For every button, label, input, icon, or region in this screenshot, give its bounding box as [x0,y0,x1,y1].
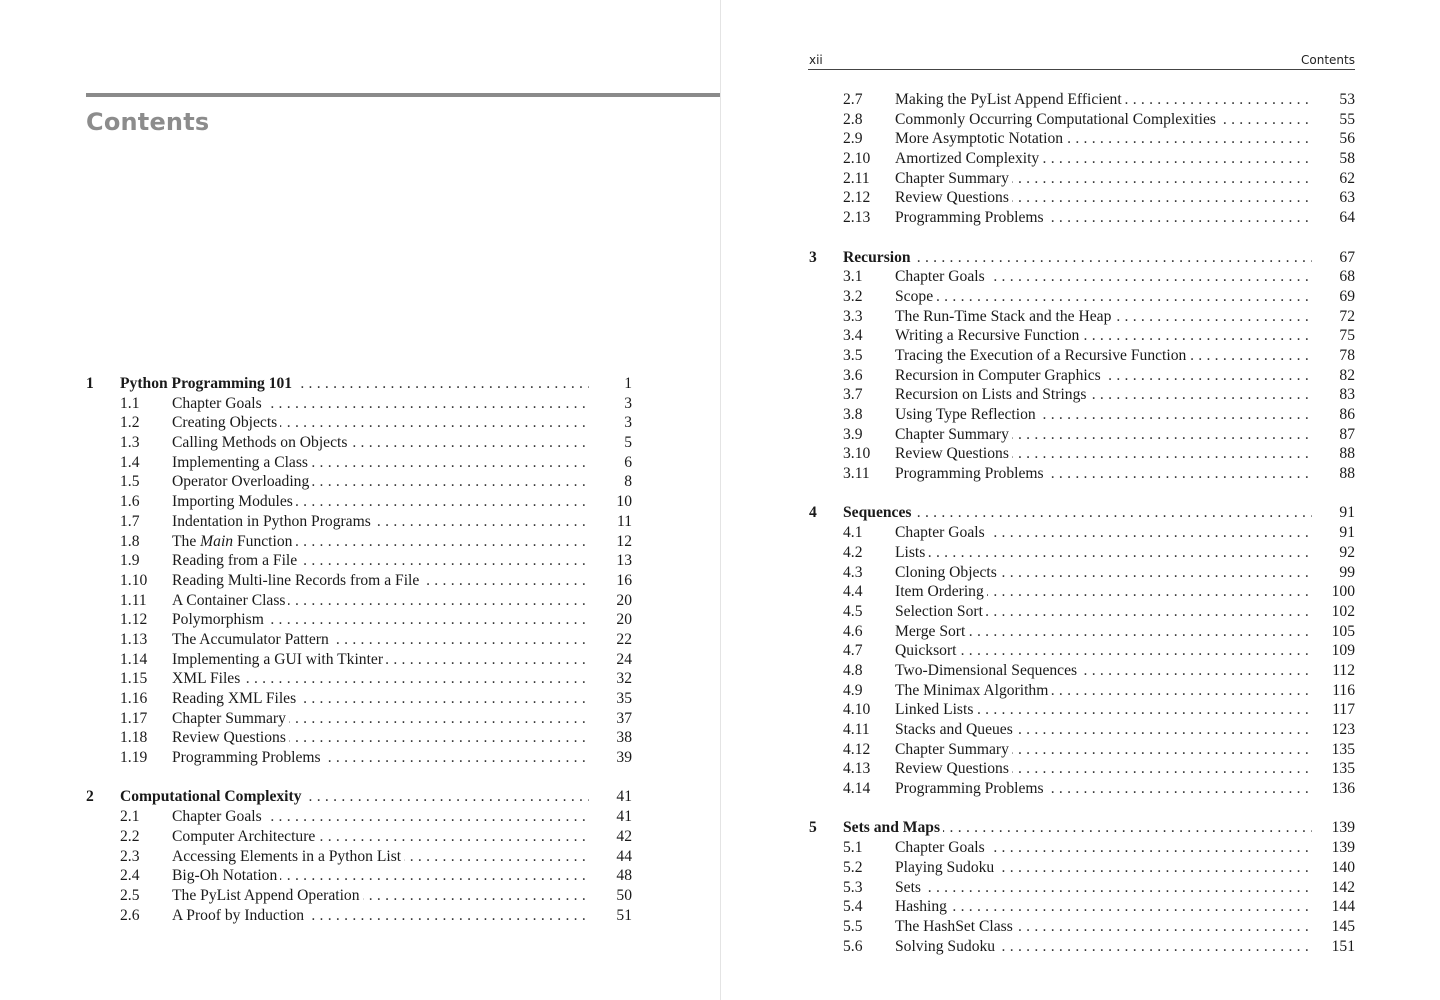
toc-entry-title: The PyList Append Operation . . . [172,886,589,906]
toc-entry-number: 1.2 [120,414,140,432]
toc-entry-page: 123 [1331,721,1355,738]
toc-entry-number: 4.11 [843,721,870,738]
toc-section-entry[interactable] [809,385,1355,405]
toc-entry-title: Programming Problems . . . [895,779,1312,799]
toc-entry-number: 1.4 [120,453,140,471]
toc-entry-page: 3 [624,414,632,432]
toc-entry-number: 3.1 [843,268,863,286]
toc-entry-page: 91 [1339,524,1355,542]
toc-entry-page: 78 [1339,346,1355,364]
toc-entry-number: 4.13 [843,760,871,778]
toc-section-entry[interactable] [809,169,1355,189]
toc-entry-title: Chapter Goals . . . [895,267,1312,287]
toc-entry-title: Reading from a File . . . [172,551,589,571]
toc-entry-title: Merge Sort . . . [895,622,1312,642]
toc-section-entry[interactable] [809,641,1355,661]
toc-entry-title: Chapter Summary . . . [895,169,1312,189]
toc-entry-number: 5 [809,819,817,837]
toc-entry-number: 4.10 [843,701,871,719]
toc-chapter-entry[interactable] [809,503,1355,523]
toc-section-entry[interactable] [809,523,1355,543]
header-page-number: xii [809,53,823,67]
toc-entry-page: 99 [1339,563,1355,581]
toc-section-entry[interactable] [809,838,1355,858]
toc-entry-number: 2.13 [843,209,871,227]
toc-section-entry[interactable] [809,759,1355,779]
toc-entry-number: 1 [86,375,94,392]
toc-entry-page: 63 [1339,189,1355,207]
toc-entry-number: 1.13 [120,630,148,648]
toc-entry-title: More Asymptotic Notation . . . [895,129,1312,149]
toc-entry-page: 72 [1339,307,1355,325]
toc-entry-title: Sequences . . . [843,503,1312,523]
toc-entry-page: 88 [1339,445,1355,463]
toc-section-entry[interactable] [809,149,1355,169]
toc-entry-title: Recursion . . . [843,248,1312,268]
toc-list-left [86,374,632,925]
toc-entry-title: Operator Overloading . . . [172,472,589,492]
toc-section-entry[interactable] [809,602,1355,622]
toc-entry-number: 2.2 [120,827,140,845]
toc-section-entry[interactable] [809,425,1355,445]
toc-section-entry[interactable] [809,858,1355,878]
toc-entry-page: 20 [616,611,632,629]
toc-entry-number: 4.4 [843,583,863,601]
toc-section-entry[interactable] [809,543,1355,563]
toc-entry-page: 50 [616,886,632,904]
toc-entry-title: Playing Sudoku . . . [895,858,1312,878]
toc-entry-number: 3.10 [843,445,871,463]
toc-entry-title: Review Questions . . . [895,759,1312,779]
toc-entry-page: 48 [616,867,632,885]
toc-entry-title-part: The [172,532,201,550]
toc-entry-page: 1 [624,375,632,392]
toc-entry-number: 2.10 [843,150,871,168]
toc-entry-number: 1.11 [120,591,147,609]
toc-entry-page: 144 [1331,898,1355,916]
toc-entry-number: 2.3 [120,847,140,865]
toc-entry-title: Recursion on Lists and Strings . . . [895,385,1312,405]
toc-entry-page: 102 [1331,602,1355,620]
toc-entry-number: 5.3 [843,878,863,896]
toc-entry-title: Reading XML Files . . . [172,689,589,709]
toc-entry-number: 1.5 [120,473,140,491]
toc-entry-title: Hashing . . . [895,897,1312,917]
toc-section-entry[interactable] [86,886,632,906]
toc-entry-page: 87 [1339,425,1355,443]
toc-section-entry[interactable] [809,720,1355,740]
toc-chapter-entry[interactable] [86,374,632,394]
toc-entry-page: 56 [1339,130,1355,148]
toc-entry-page: 117 [1332,701,1355,719]
toc-entry-number: 3.2 [843,287,863,305]
toc-section-entry[interactable] [809,90,1355,110]
toc-entry-number: 1.17 [120,709,148,727]
toc-entry-page: 53 [1339,91,1355,108]
toc-entry-page: 41 [616,808,632,826]
toc-entry-number: 2.1 [120,808,140,826]
toc-entry-title: Accessing Elements in a Python List . . . [172,847,589,867]
toc-entry-title: Python Programming 101 . . . [120,374,589,394]
toc-section-entry[interactable] [86,847,632,867]
toc-entry-number: 2.8 [843,110,863,128]
toc-entry-number: 1.9 [120,552,140,570]
toc-entry-title: Importing Modules . . . [172,492,589,512]
toc-section-entry[interactable] [86,748,632,768]
toc-entry-title: Using Type Reflection . . . [895,405,1312,425]
toc-entry-number: 3.8 [843,406,863,423]
toc-entry-page: 24 [616,650,632,668]
toc-entry-number: 3.11 [843,465,870,483]
toc-section-entry[interactable] [809,582,1355,602]
toc-spacer [809,228,1355,248]
toc-entry-title-emphasis: Main [200,532,234,550]
toc-list-right [809,90,1355,956]
toc-entry-page: 135 [1331,760,1355,778]
toc-entry-page: 5 [624,434,632,452]
toc-entry-number: 1.3 [120,434,140,452]
toc-entry-number: 2.12 [843,189,871,207]
toc-entry-title: Linked Lists . . . [895,700,1312,720]
toc-entry-page: 109 [1331,642,1355,660]
right-page [722,0,1440,1000]
toc-entry-page: 139 [1331,819,1355,837]
toc-entry-title: The Accumulator Pattern . . . [172,630,589,650]
header-title: Contents [1301,53,1355,67]
toc-entry-title: Tracing the Execution of a Recursive Function . . . [895,346,1312,366]
toc-entry-title: Creating Objects . . . [172,413,589,433]
toc-entry-page: 44 [616,847,632,865]
toc-entry-number: 4.3 [843,563,863,581]
toc-entry-number: 4.9 [843,681,863,699]
toc-entry-page: 82 [1339,366,1355,384]
toc-entry-title: Implementing a Class . . . [172,453,589,473]
toc-section-entry[interactable] [809,267,1355,287]
toc-entry-page: 88 [1339,465,1355,483]
toc-entry-number: 1.15 [120,670,148,688]
toc-entry-page: 112 [1332,661,1355,679]
running-header [808,52,1355,70]
toc-entry-number: 3 [809,248,817,266]
toc-entry-page: 139 [1331,839,1355,857]
toc-entry-title: Making the PyList Append Efficient . . . [895,90,1312,110]
toc-section-entry[interactable] [86,394,632,414]
toc-section-entry[interactable] [86,827,632,847]
toc-entry-title: A Proof by Induction . . . [172,906,589,926]
toc-section-entry[interactable] [809,405,1355,425]
toc-section-entry[interactable] [809,346,1355,366]
toc-entry-title: Computational Complexity . . . [120,787,589,807]
toc-section-entry[interactable] [809,444,1355,464]
toc-entry-title: Review Questions . . . [172,728,589,748]
toc-section-entry[interactable] [809,129,1355,149]
toc-section-entry[interactable] [809,917,1355,937]
toc-entry-page: 91 [1339,504,1355,522]
toc-section-entry[interactable] [809,110,1355,130]
toc-entry-page: 41 [616,788,632,806]
toc-entry-number: 2.5 [120,886,140,904]
toc-entry-number: 3.7 [843,386,863,404]
toc-entry-title: Recursion in Computer Graphics . . . [895,366,1312,386]
toc-spacer [809,799,1355,819]
toc-entry-title: Programming Problems . . . [172,748,589,768]
toc-chapter-entry[interactable] [86,787,632,807]
toc-entry-title: Sets and Maps . . . [843,818,1312,838]
toc-section-entry[interactable] [809,326,1355,346]
toc-section-entry[interactable] [809,208,1355,228]
toc-entry-page: 37 [616,709,632,727]
toc-section-entry[interactable] [86,413,632,433]
toc-entry-title: Lists . . . [895,543,1312,563]
toc-entry-page: 58 [1339,150,1355,168]
toc-entry-title: Computer Architecture . . . [172,827,589,847]
toc-entry-number: 4.5 [843,602,863,620]
toc-entry-page: 92 [1339,543,1355,561]
toc-entry-number: 1.14 [120,650,148,668]
toc-section-entry[interactable] [809,779,1355,799]
toc-entry-title: XML Files . . . [172,669,589,689]
toc-entry-number: 2.9 [843,130,863,148]
toc-entry-title [172,532,589,552]
toc-entry-title: Commonly Occurring Computational Complexities . . . [895,110,1312,130]
toc-entry-number: 1.18 [120,729,148,747]
toc-section-entry[interactable] [86,650,632,670]
toc-spacer [809,484,1355,504]
toc-entry-number: 3.3 [843,307,863,325]
toc-entry-page: 105 [1331,622,1355,640]
toc-entry-number: 1.12 [120,611,148,629]
toc-entry-page: 3 [624,394,632,412]
toc-section-entry[interactable] [86,472,632,492]
toc-section-entry[interactable] [86,512,632,532]
toc-section-entry[interactable] [86,906,632,926]
toc-entry-number: 1.8 [120,532,140,550]
toc-section-entry[interactable] [809,740,1355,760]
toc-entry-page: 83 [1339,386,1355,404]
toc-section-entry[interactable] [86,571,632,591]
toc-entry-title: Programming Problems . . . [895,208,1312,228]
toc-entry-page: 10 [616,493,632,511]
toc-entry-page: 75 [1339,327,1355,345]
toc-entry-number: 4.7 [843,642,863,660]
toc-entry-page: 136 [1331,780,1355,798]
toc-entry-title: Polymorphism . . . [172,610,589,630]
toc-section-entry[interactable] [809,563,1355,583]
toc-entry-number: 5.4 [843,898,863,916]
page-gutter [720,0,721,1000]
toc-entry-page: 8 [624,473,632,491]
toc-entry-title: The HashSet Class . . . [895,917,1312,937]
toc-section-entry[interactable] [86,551,632,571]
toc-section-entry[interactable] [86,630,632,650]
toc-entry-title: Quicksort . . . [895,641,1312,661]
toc-entry-title: Cloning Objects . . . [895,563,1312,583]
toc-entry-page: 116 [1332,681,1355,699]
toc-section-entry[interactable] [809,878,1355,898]
toc-entry-page: 51 [616,906,632,924]
toc-entry-title: Amortized Complexity . . . [895,149,1312,169]
toc-entry-title: Calling Methods on Objects . . . [172,433,589,453]
toc-section-entry[interactable] [86,610,632,630]
toc-entry-page: 67 [1339,248,1355,266]
toc-entry-title: Programming Problems . . . [895,464,1312,484]
toc-entry-number: 5.2 [843,858,863,876]
toc-entry-title: The Run-Time Stack and the Heap . . . [895,307,1312,327]
toc-section-entry[interactable] [86,433,632,453]
toc-entry-page: 22 [616,630,632,648]
toc-section-entry[interactable] [86,728,632,748]
toc-entry-page: 12 [616,532,632,550]
toc-entry-title: Chapter Summary . . . [895,425,1312,445]
toc-section-entry[interactable] [809,287,1355,307]
toc-entry-number: 2.11 [843,169,870,187]
toc-entry-page: 64 [1339,209,1355,227]
toc-entry-title: Review Questions . . . [895,444,1312,464]
page-title: Contents [86,108,210,136]
toc-entry-page: 32 [616,670,632,688]
toc-entry-number: 4.14 [843,780,871,798]
toc-entry-title-part: Function [233,532,293,550]
toc-section-entry[interactable] [86,807,632,827]
toc-entry-page: 135 [1331,740,1355,758]
toc-entry-page: 42 [616,827,632,845]
toc-section-entry[interactable] [86,453,632,473]
toc-entry-title: Indentation in Python Programs . . . [172,512,589,532]
toc-entry-page: 38 [616,729,632,747]
toc-section-entry[interactable] [809,366,1355,386]
toc-entry-number: 4.6 [843,622,863,640]
toc-section-entry[interactable] [86,709,632,729]
toc-entry-page: 35 [616,690,632,707]
toc-entry-number: 2.7 [843,91,863,108]
toc-entry-page: 68 [1339,268,1355,286]
toc-section-entry[interactable] [809,622,1355,642]
toc-entry-number: 3.5 [843,346,863,364]
toc-entry-number: 2.4 [120,867,140,885]
toc-entry-number: 3.4 [843,327,863,345]
toc-entry-number: 1.1 [120,394,140,412]
toc-section-entry[interactable] [809,307,1355,327]
toc-entry-number: 4 [809,504,817,522]
toc-entry-number: 5.6 [843,937,863,955]
toc-entry-number: 2.6 [120,906,140,924]
toc-chapter-entry[interactable] [809,248,1355,268]
toc-entry-title: Selection Sort . . . [895,602,1312,622]
toc-entry-title: A Container Class . . . [172,591,589,611]
toc-entry-page: 55 [1339,110,1355,128]
toc-entry-number: 1.16 [120,690,148,707]
toc-entry-title: Reading Multi-line Records from a File . . . [172,571,589,591]
toc-entry-title: Chapter Goals . . . [895,838,1312,858]
toc-entry-page: 20 [616,591,632,609]
toc-entry-title: Item Ordering . . . [895,582,1312,602]
toc-entry-number: 5.5 [843,917,863,935]
toc-entry-number: 1.19 [120,749,148,767]
toc-section-entry[interactable] [809,188,1355,208]
toc-entry-page: 16 [616,571,632,589]
toc-section-entry[interactable] [809,661,1355,681]
toc-chapter-entry[interactable] [809,818,1355,838]
toc-entry-page: 13 [616,552,632,570]
toc-entry-title: Scope . . . [895,287,1312,307]
toc-entry-title: Chapter Goals . . . [172,807,589,827]
toc-entry-page: 69 [1339,287,1355,305]
toc-entry-title: Chapter Summary . . . [895,740,1312,760]
toc-entry-page: 62 [1339,169,1355,187]
toc-section-entry[interactable] [86,866,632,886]
toc-entry-title: Two-Dimensional Sequences . . . [895,661,1312,681]
toc-entry-page: 39 [616,749,632,767]
toc-entry-page: 142 [1331,878,1355,896]
toc-section-entry[interactable] [86,689,632,709]
toc-entry-page: 100 [1331,583,1355,601]
toc-entry-number: 4.12 [843,740,871,758]
toc-entry-number: 2 [86,788,94,806]
toc-entry-page: 6 [624,453,632,471]
toc-entry-number: 1.6 [120,493,140,511]
toc-section-entry[interactable] [86,532,632,552]
toc-section-entry[interactable] [809,464,1355,484]
toc-section-entry[interactable] [86,591,632,611]
title-rule [86,93,720,97]
toc-entry-title: Writing a Recursive Function . . . [895,326,1312,346]
toc-entry-title: Chapter Goals . . . [895,523,1312,543]
toc-entry-number: 1.10 [120,571,148,589]
toc-entry-number: 4.8 [843,661,863,679]
toc-section-entry[interactable] [809,897,1355,917]
toc-section-entry[interactable] [86,492,632,512]
toc-section-entry[interactable] [809,681,1355,701]
toc-entry-number: 3.9 [843,425,863,443]
toc-section-entry[interactable] [809,937,1355,957]
toc-entry-title: Chapter Goals . . . [172,394,589,414]
toc-entry-title: Stacks and Queues . . . [895,720,1312,740]
toc-entry-title: Solving Sudoku . . . [895,937,1312,957]
toc-section-entry[interactable] [86,669,632,689]
toc-entry-title: Chapter Summary . . . [172,709,589,729]
toc-section-entry[interactable] [809,700,1355,720]
toc-entry-number: 3.6 [843,366,863,384]
toc-entry-number: 4.1 [843,524,863,542]
toc-entry-title: Sets . . . [895,878,1312,898]
toc-entry-page: 11 [616,512,632,530]
toc-entry-page: 145 [1331,917,1355,935]
toc-entry-number: 4.2 [843,543,863,561]
toc-spacer [86,768,632,788]
toc-entry-page: 151 [1331,937,1355,955]
toc-entry-number: 1.7 [120,512,140,530]
toc-entry-title: The Minimax Algorithm . . . [895,681,1312,701]
toc-entry-title: Big-Oh Notation . . . [172,866,589,886]
toc-entry-page: 140 [1331,858,1355,876]
toc-entry-page: 86 [1339,406,1355,423]
toc-entry-title: Review Questions . . . [895,188,1312,208]
toc-entry-title: Implementing a GUI with Tkinter . . . [172,650,589,670]
toc-entry-number: 5.1 [843,839,863,857]
